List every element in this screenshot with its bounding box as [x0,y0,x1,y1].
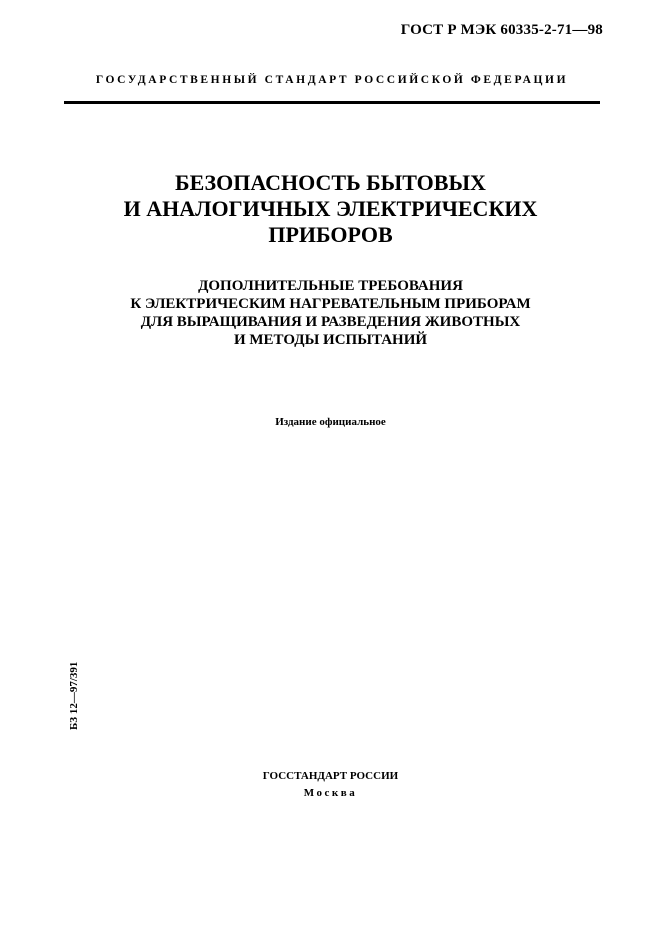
subtitle-line: И МЕТОДЫ ИСПЫТАНИЙ [233,332,428,348]
side-catalog-code: БЗ 12—97/391 [68,661,80,730]
publisher-city: Москва [303,787,358,799]
subtitle-line: ДЛЯ ВЫРАЩИВАНИЯ И РАЗВЕДЕНИЯ ЖИВОТНЫХ [140,314,521,330]
document-subtitle [60,277,601,349]
title-line: И АНАЛОГИЧНЫХ ЭЛЕКТРИЧЕСКИХ [123,196,538,221]
document-title [60,170,601,248]
publisher-name: ГОССТАНДАРТ РОССИИ [262,770,399,782]
header-divider [64,101,600,104]
title-line: ПРИБОРОВ [268,222,393,247]
subtitle-line: ДОПОЛНИТЕЛЬНЫЕ ТРЕБОВАНИЯ [198,278,463,294]
title-line: БЕЗОПАСНОСТЬ БЫТОВЫХ [175,170,486,195]
document-code: ГОСТ Р МЭК 60335-2-71—98 [400,22,603,38]
edition-label: Издание официальное [275,416,386,428]
subtitle-line: К ЭЛЕКТРИЧЕСКИМ НАГРЕВАТЕЛЬНЫМ ПРИБОРАМ [130,296,531,312]
state-standard-heading: ГОСУДАРСТВЕННЫЙ СТАНДАРТ РОССИЙСКОЙ ФЕДЕРАЦИИ [95,74,569,86]
